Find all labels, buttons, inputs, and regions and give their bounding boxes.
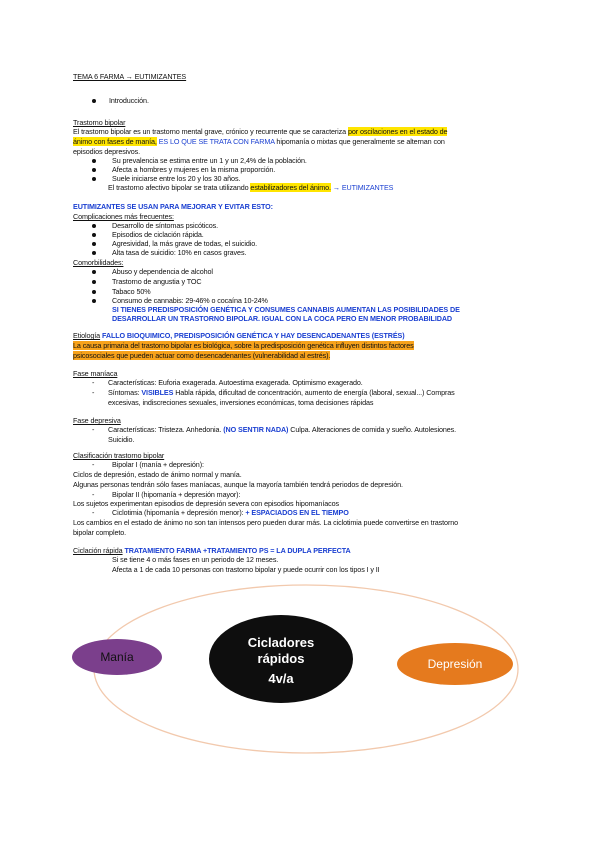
dash-marker: - xyxy=(92,425,95,434)
fase-maniaca-heading: Fase maníaca xyxy=(73,369,118,378)
dash-marker: - xyxy=(92,460,95,469)
depresion-label: Depresión xyxy=(427,657,483,671)
cannabis-note-line1: SI TIENES PREDISPOSICIÓN GENÉTICA Y CONSUMES CANNABIS AUMENTAN LAS POSIBILIDADES DE xyxy=(112,305,460,314)
etiologia-heading: Etiología FALLO BIOQUIMICO, PREDISPOSICIÓN GENÉTICA Y HAY DESENCADENANTES (ESTRÉS) xyxy=(73,331,405,340)
intro-item: Introducción. xyxy=(109,96,149,105)
maniaca-sintomas-line1: Síntomas: VISIBLES Habla rápida, dificultad de concentración, aumento de energía (laboral, sexual...) Compras xyxy=(108,388,455,397)
document-title: TEMA 6 FARMA → EUTIMIZANTES xyxy=(73,72,187,81)
complicaciones-heading: Complicaciones más frecuentes: xyxy=(73,212,174,221)
bipolar-i-label: Bipolar I (manía + depresión): xyxy=(112,460,204,469)
bipolar-ii-line1: Los sujetos experimentan episodios de depresión severa con episodios hipomaníacos xyxy=(73,499,339,508)
eutimizantes-heading: EUTIMIZANTES SE USAN PARA MEJORAR Y EVITAR ESTO: xyxy=(73,202,273,211)
ciclacion-line1: Si se tiene 4 o más fases en un periodo de 12 meses. xyxy=(112,555,279,564)
maniaca-caracteristicas: Características: Euforia exagerada. Autoestima exagerada. Optimismo exagerado. xyxy=(108,378,363,387)
cannabis-note-line2: DESARROLLAR UN TRASTORNO BIPOLAR. IGUAL CON LA COCA PERO EN MENOR PROBABILIDAD xyxy=(112,314,452,323)
list-item: Tabaco 50% xyxy=(112,287,151,296)
list-item: Afecta a hombres y mujeres en la misma proporción. xyxy=(112,165,276,174)
list-item: Trastorno de angustia y TOC xyxy=(112,277,202,286)
list-item: Consumo de cannabis: 29-46% o cocaína 10-24% xyxy=(112,296,268,305)
comorbilidades-heading: Comorbilidades: xyxy=(73,258,124,267)
bipolar-ii-label: Bipolar II (hipomanía + depresión mayor): xyxy=(112,490,241,499)
bipolar-i-line2: Algunas personas tendrán sólo fases maníacas, aunque la mayoría también tendrá periodos de depresión. xyxy=(73,480,403,489)
list-item: Agresividad, la más grave de todas, el suicidio. xyxy=(112,239,258,248)
ciclotimia-label: Ciclotimia (hipomanía + depresión menor): + ESPACIADOS EN EL TIEMPO xyxy=(112,508,349,517)
list-item: Abuso y dependencia de alcohol xyxy=(112,267,213,276)
ciclacion-line2: Afecta a 1 de cada 10 personas con trastorno bipolar y puede ocurrir con los tipos I y II xyxy=(112,565,380,574)
ciclotimia-line2: bipolar completo. xyxy=(73,528,127,537)
section-heading-trastorno: Trastorno bipolar xyxy=(73,118,126,127)
dash-marker: - xyxy=(92,388,95,397)
trastorno-paragraph-line3: episodios depresivos. xyxy=(73,147,141,156)
fase-depresiva-heading: Fase depresiva xyxy=(73,416,121,425)
list-item: Desarrollo de síntomas psicóticos. xyxy=(112,221,219,230)
bipolar-i-line1: Ciclos de depresión, estado de ánimo normal y manía. xyxy=(73,470,242,479)
etiologia-line2: psicosociales que pueden actuar como desencadenantes (vulnerabilidad al estrés). xyxy=(73,351,331,360)
treatment-line: El trastorno afectivo bipolar se trata utilizando estabilizadores del ánimo. → EUTIMIZANTES xyxy=(108,183,394,192)
depresiva-line1: Características: Tristeza. Anhedonia. (NO SENTIR NADA) Culpa. Alteraciones de comida y sueño. Autolesiones. xyxy=(108,425,457,434)
list-item: Episodios de ciclación rápida. xyxy=(112,230,204,239)
depresiva-line2: Suicidio. xyxy=(108,435,135,444)
maniaca-sintomas-line2: excesivas, indiscreciones sexuales, inversiones económicas, toma decisiones rápidas xyxy=(108,398,374,407)
list-item: Suele iniciarse entre los 20 y los 30 años. xyxy=(112,174,241,183)
mania-label: Manía xyxy=(100,650,134,664)
cicladores-label-line2: rápidos xyxy=(257,651,305,666)
ciclacion-heading: Ciclación rápida TRATAMIENTO FARMA +TRATAMIENTO PS = LA DUPLA PERFECTA xyxy=(73,546,351,555)
etiologia-line1: La causa primaria del trastorno bipolar es biológica, sobre la predisposición genética influyen distintos factores xyxy=(73,341,414,350)
trastorno-paragraph-line1: El trastorno bipolar es un trastorno mental grave, crónico y recurrente que se caracteriza por oscilaciones en el estado de xyxy=(73,127,448,136)
trastorno-paragraph-line2: ánimo con fases de manía, ES LO QUE SE TRATA CON FARMA hipomanía o mixtas que generalmente se alternan con xyxy=(73,137,445,146)
dash-marker: - xyxy=(92,490,95,499)
list-item: Su prevalencia se estima entre un 1 y un 2,4% de la población. xyxy=(112,156,307,165)
cicladores-label-line3: 4v/a xyxy=(268,671,294,686)
dash-marker: - xyxy=(92,508,95,517)
cicladores-label-line1: Cicladores xyxy=(247,635,315,650)
list-item: Alta tasa de suicidio: 10% en casos graves. xyxy=(112,248,247,257)
dash-marker: - xyxy=(92,378,95,387)
ciclotimia-line1: Los cambios en el estado de ánimo no son tan intensos pero pueden durar más. La ciclotimia puede convertirse en trastorno xyxy=(73,518,459,527)
clasificacion-heading: Clasificación trastorno bipolar xyxy=(73,451,165,460)
